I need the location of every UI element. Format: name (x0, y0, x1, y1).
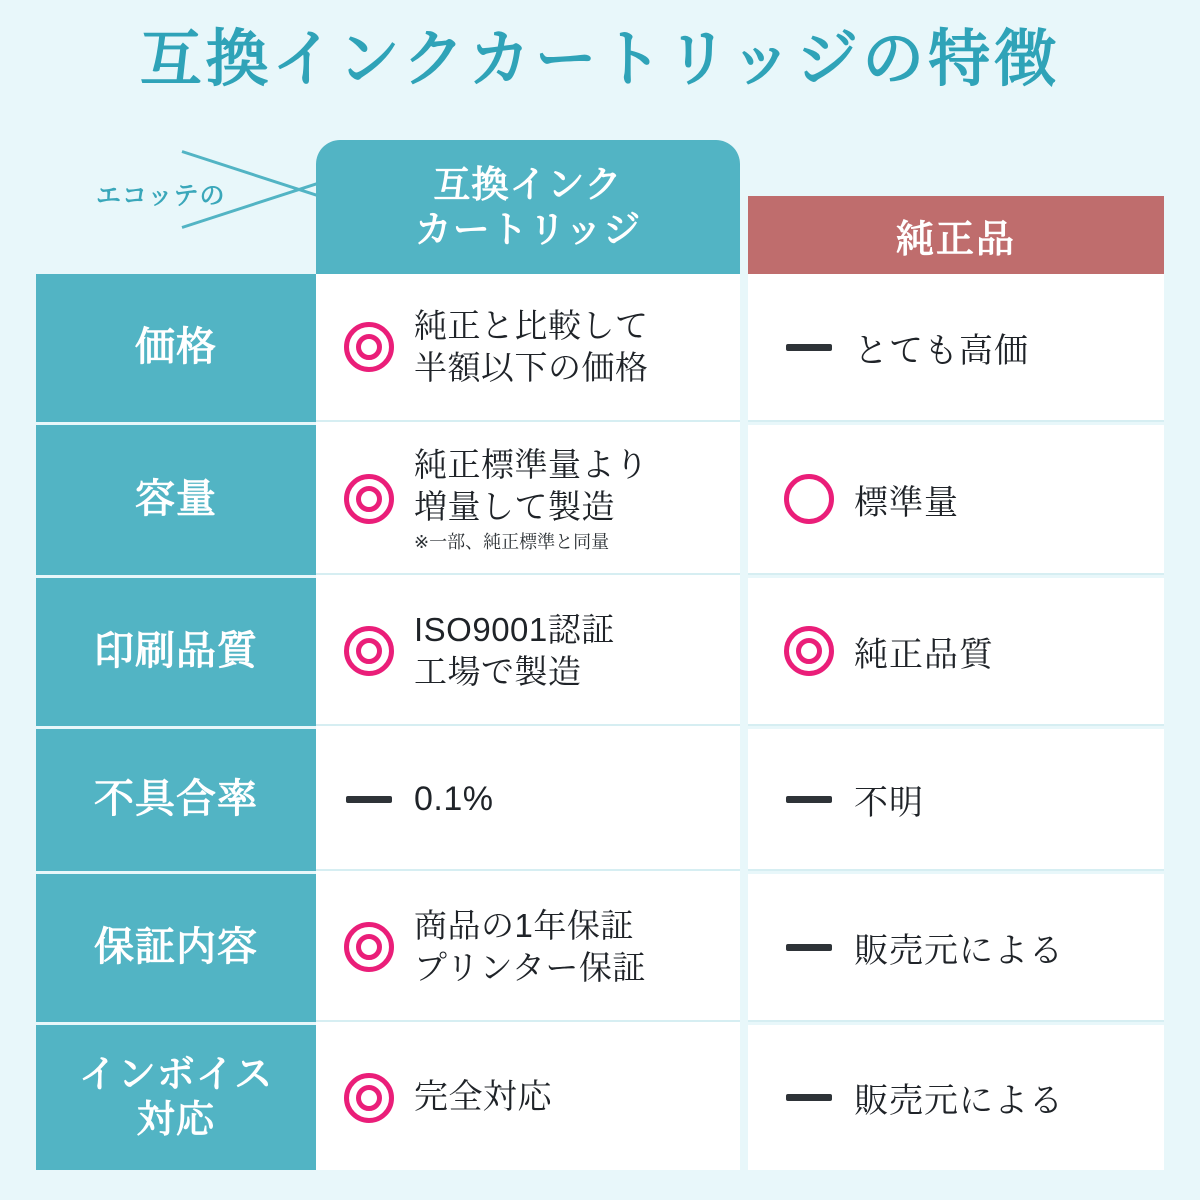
double-circle-icon (338, 474, 400, 524)
dash-icon (778, 796, 840, 803)
dash-icon (778, 344, 840, 351)
genuine-cell-invoice (748, 1025, 1164, 1170)
double-circle-icon (338, 626, 400, 676)
row-label-defect-rate: 不具合率 (36, 729, 316, 874)
compat-cell-invoice-text: 完全対応 (414, 1078, 552, 1117)
row-label-invoice (36, 1025, 316, 1170)
double-circle-icon (338, 922, 400, 972)
genuine-cell-warranty-text: 販売元による (854, 931, 1064, 970)
header-compat-line2: カートリッジ (414, 209, 642, 250)
compat-price-line2: 半額以下の価格 (414, 349, 649, 386)
genuine-cell-invoice-text: 販売元による (854, 1082, 1064, 1120)
compat-cell-warranty-text (414, 905, 646, 988)
row-label-warranty: 保証内容 (36, 874, 316, 1025)
compat-cell-invoice (316, 1025, 740, 1170)
genuine-cell-defect-rate (748, 729, 1164, 871)
header-genuine: 純正品 (748, 196, 1164, 274)
dash-icon (778, 944, 840, 951)
genuine-cell-print-quality (748, 578, 1164, 726)
single-circle-icon (778, 474, 840, 524)
compat-cell-print-quality (316, 578, 740, 726)
row-label-invoice-line2: 対応 (136, 1098, 215, 1141)
compat-warranty-line2: プリンター保証 (414, 949, 646, 986)
compat-cell-capacity (316, 425, 740, 575)
header-compat (316, 140, 740, 274)
compat-print-line1: ISO9001認証 (414, 611, 615, 649)
compat-cell-defect-rate-text: 0.1% (414, 779, 494, 818)
genuine-cell-print-quality-text: 純正品質 (854, 635, 994, 674)
genuine-cell-defect-rate-text: 不明 (854, 783, 924, 822)
genuine-cell-price-text: とても高価 (854, 331, 1029, 370)
genuine-cell-capacity-text: 標準量 (854, 483, 959, 522)
compat-cell-price (316, 274, 740, 422)
genuine-cell-capacity (748, 425, 1164, 575)
compat-cell-print-quality-text (414, 609, 615, 692)
compat-capacity-line1: 純正標準量より (414, 446, 649, 484)
genuine-cell-warranty (748, 874, 1164, 1022)
compat-warranty-line1: 商品の1年保証 (414, 907, 634, 945)
row-label-price: 価格 (36, 274, 316, 425)
dash-icon (338, 796, 400, 803)
dash-icon (778, 1094, 840, 1101)
double-circle-icon (778, 626, 840, 676)
compat-cell-warranty (316, 874, 740, 1022)
header-compat-line1: 互換インク (433, 163, 623, 205)
compat-cell-defect-rate (316, 729, 740, 871)
compat-price-line1: 純正と比較して (414, 307, 649, 345)
genuine-cell-price (748, 274, 1164, 422)
compat-capacity-note: ※一部、純正標準と同量 (414, 532, 610, 553)
double-circle-icon (338, 322, 400, 372)
double-circle-icon (338, 1073, 400, 1123)
compat-capacity-line2: 増量して製造 (414, 487, 615, 525)
compat-print-line2: 工場で製造 (414, 653, 582, 690)
row-label-invoice-line1: インボイス (78, 1053, 274, 1096)
annotation-label: エコッテの (96, 182, 226, 210)
compat-cell-price-text (414, 305, 649, 388)
page-title: 互換インクカートリッジの特徴 (139, 25, 1061, 94)
compat-cell-capacity-text (414, 444, 649, 554)
row-label-print-quality: 印刷品質 (36, 578, 316, 729)
row-label-capacity: 容量 (36, 425, 316, 578)
